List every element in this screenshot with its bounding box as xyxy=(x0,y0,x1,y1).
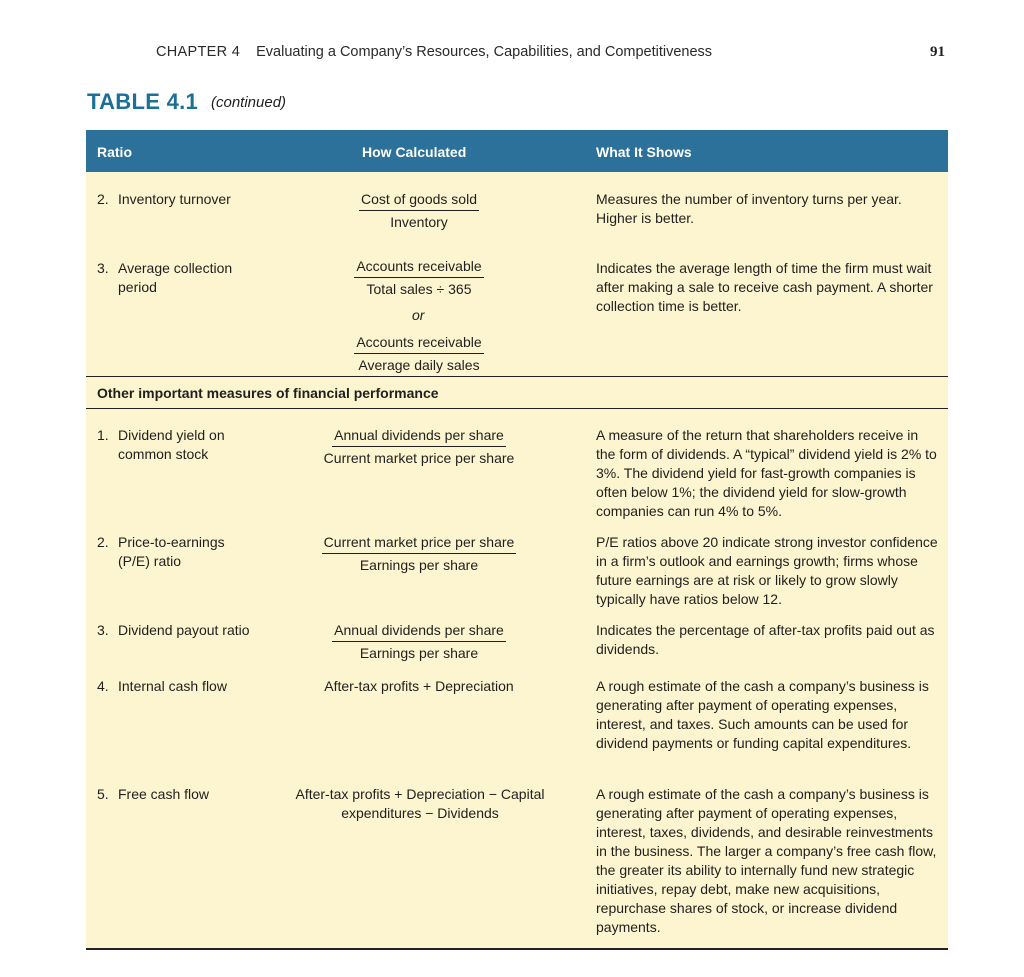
row-number: 3. xyxy=(97,622,109,638)
formula-numerator: Cost of goods sold xyxy=(359,190,479,211)
row-description: A rough estimate of the cash a company’s business is generating after payment of operating expenses, interest, taxes, dividends, and desirable reinvestments in the business. The larger a company’s free cash flow, the greater its ability to internally fund new strategic initiatives, repay debt, make new acquisitions, repurchase shares of stock, or increase dividend payments. xyxy=(596,786,937,935)
table-bottom-rule xyxy=(86,948,948,950)
row-number: 5. xyxy=(97,786,109,802)
formula-denominator: Earnings per share xyxy=(359,557,479,573)
section-title: Other important measures of financial performance xyxy=(97,385,439,401)
formula-dividend-payout xyxy=(304,621,534,663)
row-description: Measures the number of inventory turns per year. Higher is better. xyxy=(596,191,902,226)
table-row-ratio-name xyxy=(97,426,257,464)
formula-internal-cash-flow: After-tax profits + Depreciation xyxy=(324,678,514,694)
table-row-ratio-name xyxy=(97,259,257,297)
row-description: Indicates the percentage of after-tax profits paid out as dividends. xyxy=(596,622,935,657)
formula-inventory-turnover xyxy=(319,190,519,232)
formula-denominator: Inventory xyxy=(390,214,448,230)
row-description: A measure of the return that shareholders receive in the form of dividends. A “typical” dividend yield is 2% to 3%. The dividend yield for fast-growth companies is often below 1%; the dividend yield for slow-growth companies can run 4% to 5%. xyxy=(596,427,937,519)
header-how-calculated: How Calculated xyxy=(362,144,467,160)
header-ratio: Ratio xyxy=(97,144,132,160)
row-label: Price-to-earnings (P/E) ratio xyxy=(118,534,225,569)
table-continued-label: (continued) xyxy=(211,94,287,111)
formula-or: or xyxy=(412,307,425,323)
formula-numerator: Accounts receivable xyxy=(354,333,483,354)
row-number: 1. xyxy=(97,427,109,443)
formula-denominator: Average daily sales xyxy=(358,357,480,373)
row-label: Internal cash flow xyxy=(118,678,227,694)
table-row-ratio-name xyxy=(97,621,257,640)
formula-numerator: Annual dividends per share xyxy=(332,426,506,447)
running-head xyxy=(156,44,712,60)
row-number: 2. xyxy=(97,534,109,550)
section-header xyxy=(86,376,948,409)
table-header xyxy=(86,130,948,172)
formula-denominator: Total sales ÷ 365 xyxy=(366,281,472,297)
ratio-table xyxy=(86,130,948,950)
table-row-ratio-name xyxy=(97,190,247,209)
row-description: Indicates the average length of time the firm must wait after making a sale to receive cash payment. A shorter collection time is better. xyxy=(596,260,933,314)
page-number: 91 xyxy=(930,44,945,60)
table-row-ratio-name xyxy=(97,533,257,571)
formula-numerator: Accounts receivable xyxy=(354,257,483,278)
row-label: Dividend yield on common stock xyxy=(118,427,225,462)
row-number: 3. xyxy=(97,260,109,276)
row-label: Free cash flow xyxy=(118,786,210,802)
formula-collection-period-alt xyxy=(319,333,519,375)
table-row-ratio-name xyxy=(97,785,277,804)
row-description: P/E ratios above 20 indicate strong investor confidence in a firm’s outlook and earnings growth; firms whose future earnings are at risk or likely to grow slowly typically have ratios below 12. xyxy=(596,534,938,607)
chapter-label: CHAPTER 4 xyxy=(156,44,241,60)
formula-free-cash-flow: After-tax profits + Depreciation − Capital expenditures − Dividends xyxy=(295,786,545,821)
row-number: 4. xyxy=(97,678,109,694)
formula-numerator: Annual dividends per share xyxy=(332,621,506,642)
formula-dividend-yield xyxy=(304,426,534,468)
formula-numerator: Current market price per share xyxy=(322,533,517,554)
formula-collection-period xyxy=(319,257,519,299)
formula-denominator: Current market price per share xyxy=(323,450,515,466)
table-row-ratio-name xyxy=(97,677,277,696)
row-label: Dividend payout ratio xyxy=(118,622,250,638)
table-title: TABLE 4.1 xyxy=(87,89,199,114)
row-number: 2. xyxy=(97,191,109,207)
row-label: Average collection period xyxy=(118,260,233,295)
row-description: A rough estimate of the cash a company’s business is generating after payment of operating expenses, interest, and taxes. Such amounts can be used for dividend payments or funding capital expenditures. xyxy=(596,678,929,751)
header-what-it-shows: What It Shows xyxy=(596,144,692,160)
row-label: Inventory turnover xyxy=(118,191,231,207)
formula-denominator: Earnings per share xyxy=(359,645,479,661)
formula-pe-ratio xyxy=(304,533,534,575)
chapter-title: Evaluating a Company’s Resources, Capabilities, and Competitiveness xyxy=(256,44,713,60)
